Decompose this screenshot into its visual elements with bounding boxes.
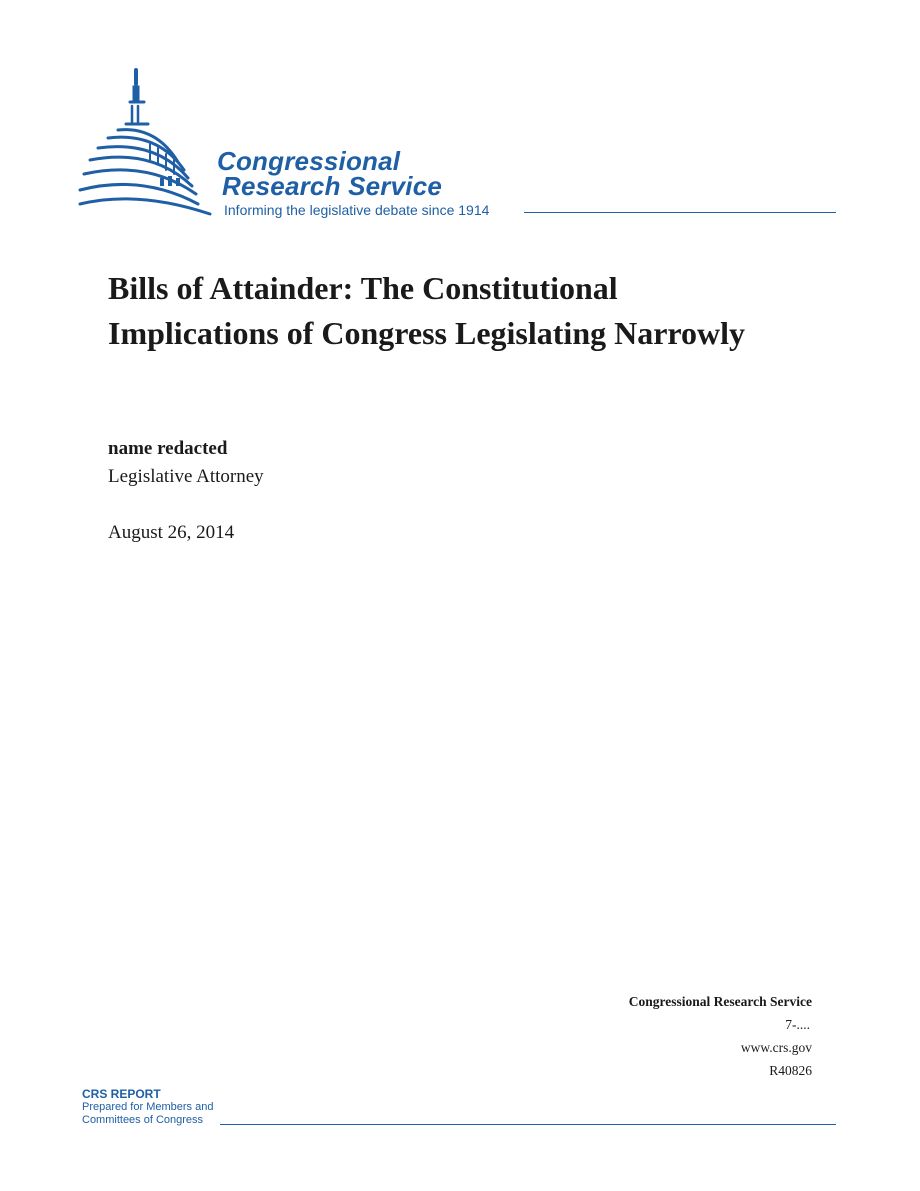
footer-heading: CRS REPORT [82,1087,161,1101]
info-phone: 7-.... [785,1017,810,1032]
footer-line2: Committees of Congress [82,1114,204,1126]
footer-block [82,1088,213,1127]
brand-name-line1: Congressional [217,146,401,176]
info-report-number: R40826 [769,1063,812,1078]
footer-line1: Prepared for Members and [82,1101,214,1113]
crs-logo [78,64,838,224]
info-organization: Congressional Research Service [628,994,812,1009]
author-name: name redacted [108,438,228,459]
brand-name-line2: Research Service [222,171,443,201]
capitol-dome-icon [78,64,218,216]
report-title: Bills of Attainder: The Constitutional Implications of Congress Legislating Narrowly [108,270,746,351]
header-divider [524,212,836,213]
footer-divider [220,1124,836,1125]
info-website[interactable]: www.crs.gov [740,1040,812,1055]
brand-tagline: Informing the legislative debate since 1914 [224,202,490,218]
author-role: Legislative Attorney [108,466,264,487]
report-date: August 26, 2014 [108,522,235,543]
report-info-block [629,990,812,1082]
